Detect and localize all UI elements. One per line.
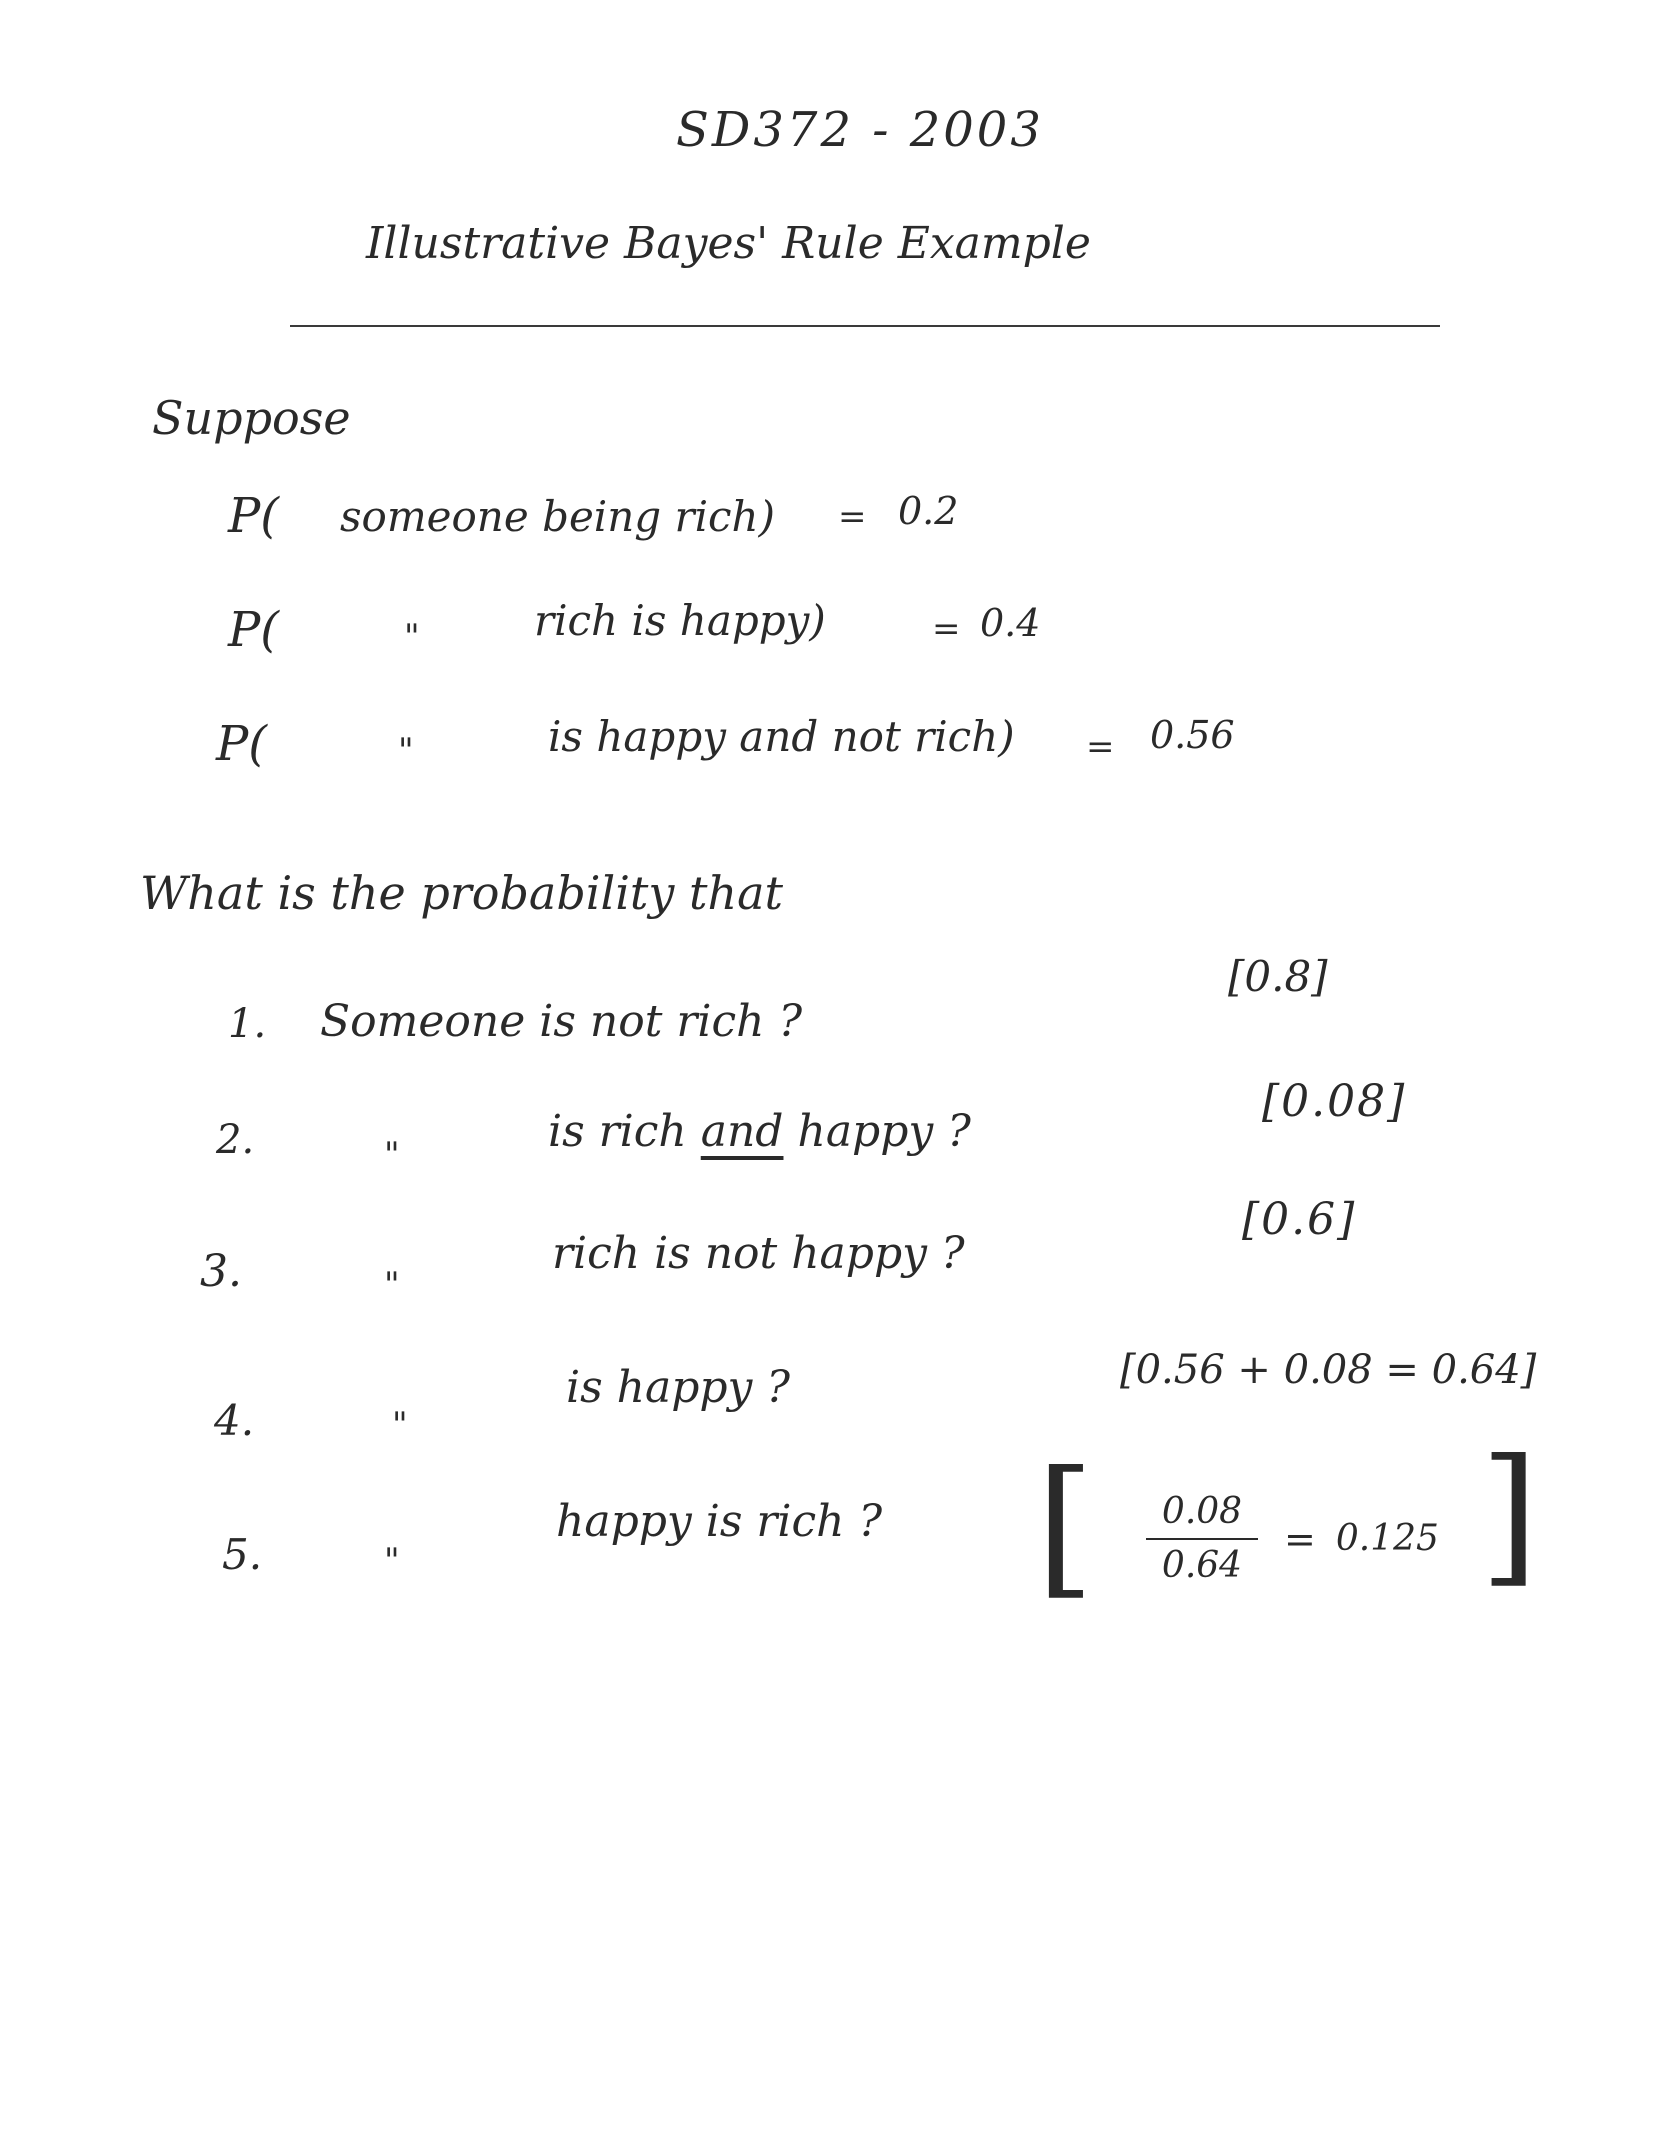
- ditto-mark: ": [404, 617, 420, 657]
- item-number: 3.: [200, 1246, 242, 1297]
- item-text: Someone is not rich ?: [320, 996, 803, 1047]
- item-number: 2.: [216, 1117, 255, 1163]
- fraction-result: 0.125: [1335, 1517, 1439, 1559]
- p-symbol: P(: [216, 716, 268, 772]
- item-text: rich is not happy ?: [552, 1228, 965, 1279]
- item-answer: [0.8]: [1228, 952, 1328, 1001]
- given-text: someone being rich): [340, 492, 775, 541]
- fraction-numerator: 0.08: [1161, 1491, 1243, 1532]
- ditto-mark: ": [384, 1265, 400, 1305]
- equals-sign: =: [838, 497, 867, 537]
- given-text: is happy and not rich): [548, 712, 1015, 761]
- item-answer-fraction: [1146, 1492, 1439, 1585]
- item-text-pre: is rich: [548, 1106, 687, 1157]
- item-text-post: happy ?: [797, 1106, 971, 1157]
- question-heading: What is the probability that: [140, 866, 784, 920]
- intro-suppose: Suppose: [152, 391, 351, 445]
- answer-open-bracket: [: [1036, 1440, 1095, 1614]
- page-title: Illustrative Bayes' Rule Example: [366, 218, 1091, 269]
- fraction-denominator: 0.64: [1161, 1544, 1243, 1586]
- p-symbol: P(: [228, 602, 280, 658]
- title-divider: [290, 325, 1440, 327]
- item-text: is happy ?: [566, 1362, 790, 1413]
- p-symbol: P(: [228, 488, 280, 544]
- item-text: happy is rich ?: [556, 1496, 883, 1547]
- given-value: 0.2: [898, 489, 959, 533]
- item-number: 4.: [214, 1396, 255, 1445]
- item-answer: [0.6]: [1242, 1194, 1357, 1245]
- item-number: 1.: [228, 1001, 267, 1047]
- item-number: 5.: [222, 1530, 263, 1579]
- given-text: rich is happy): [534, 596, 826, 645]
- equals-sign: =: [1284, 1516, 1316, 1561]
- course-code: SD372 - 2003: [676, 102, 1044, 158]
- item-text-underlined: and: [700, 1106, 784, 1157]
- item-answer: [0.08]: [1262, 1076, 1407, 1127]
- given-value: 0.4: [980, 601, 1041, 645]
- answer-close-bracket: ]: [1480, 1428, 1539, 1602]
- ditto-mark: ": [392, 1405, 408, 1445]
- ditto-mark: ": [384, 1135, 400, 1175]
- equals-sign: =: [932, 609, 961, 649]
- ditto-mark: ": [384, 1541, 400, 1581]
- item-text: [548, 1106, 971, 1157]
- item-answer: [0.56 + 0.08 = 0.64]: [1120, 1347, 1537, 1393]
- equals-sign: =: [1086, 727, 1115, 767]
- fraction-bar: [1146, 1538, 1258, 1540]
- ditto-mark: ": [398, 731, 414, 771]
- given-value: 0.56: [1150, 713, 1235, 757]
- fraction: [1146, 1492, 1258, 1585]
